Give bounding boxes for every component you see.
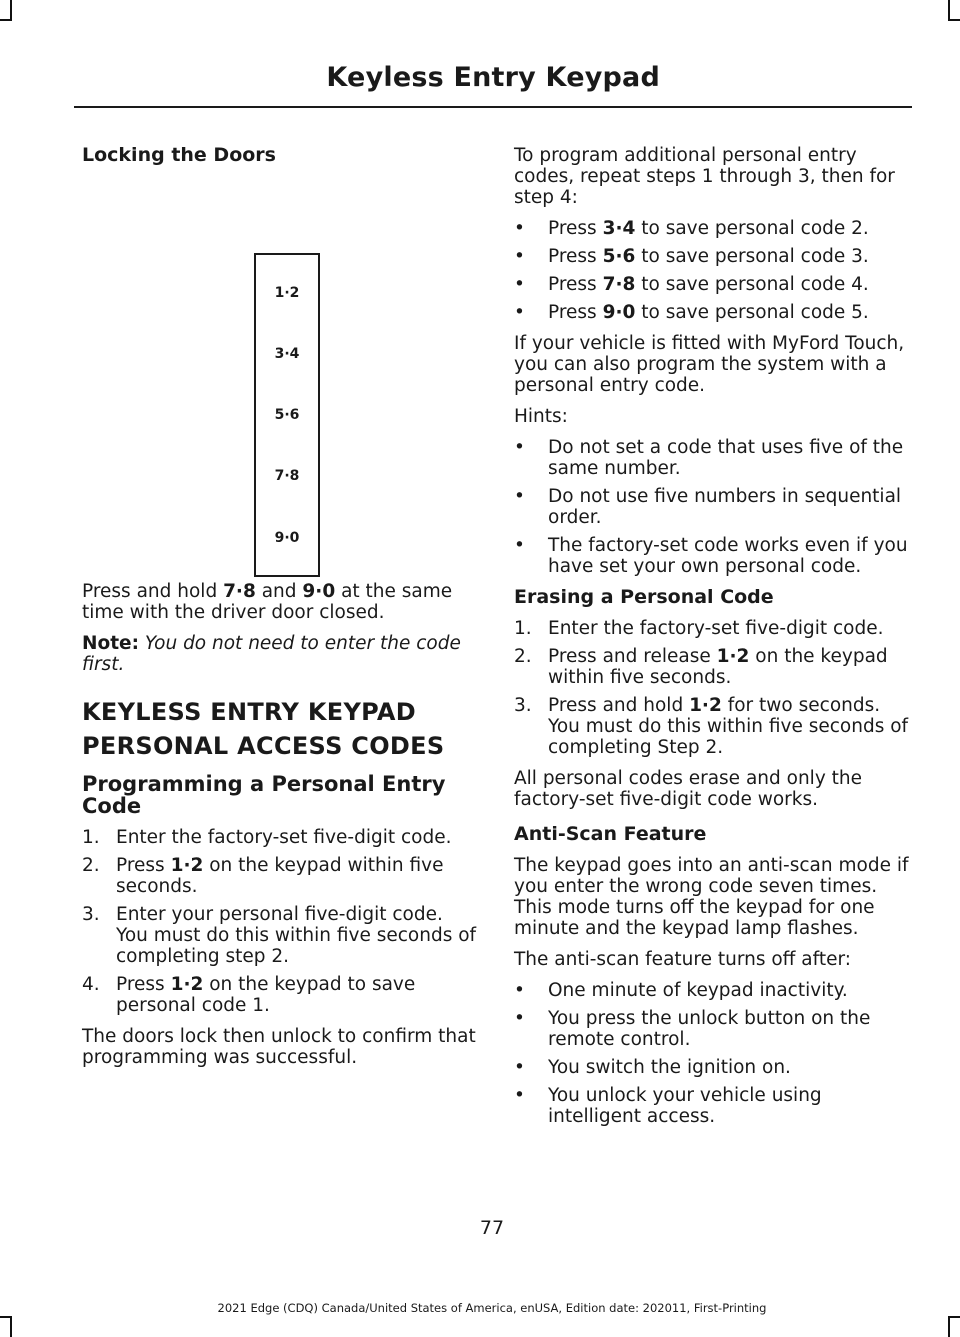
additional-codes-list xyxy=(514,218,909,323)
antiscan-list xyxy=(514,980,909,1127)
list-item: 2. Press 1·2 on the keypad within five seconds. xyxy=(82,855,444,897)
antiscan-heading: Anti-Scan Feature xyxy=(514,823,707,845)
press-hold-paragraph: Press and hold 7·8 and 9·0 at the same time with the driver door closed. xyxy=(82,581,453,623)
list-item: 1. Enter the factory-set five-digit code. xyxy=(82,827,452,848)
right-column xyxy=(514,145,909,1137)
crop-mark xyxy=(0,1316,12,1318)
left-column xyxy=(82,145,477,1078)
erase-steps xyxy=(514,618,909,758)
crop-mark xyxy=(10,1317,12,1337)
page-number: 77 xyxy=(479,1217,505,1239)
note-label: Note: xyxy=(82,633,139,654)
antiscan-off-label: The anti-scan feature turns off after: xyxy=(514,949,851,970)
list-item: 1. Enter the factory-set five-digit code. xyxy=(514,618,884,639)
crop-mark xyxy=(10,0,12,20)
note-paragraph xyxy=(82,633,477,675)
crop-mark xyxy=(948,1317,950,1337)
list-item: • You switch the ignition on. xyxy=(514,1057,791,1078)
erasing-heading: Erasing a Personal Code xyxy=(514,586,774,608)
list-item: • You unlock your vehicle using intelligent access. xyxy=(514,1085,822,1127)
antiscan-paragraph: The keypad goes into an anti-scan mode if you enter the wrong code seven times. This mode turns off the keypad for one minute and the keypad lamp flashes. xyxy=(514,855,909,939)
list-item: • One minute of keypad inactivity. xyxy=(514,980,848,1001)
crop-mark xyxy=(948,0,950,20)
keypad-key-1-2: 1·2 xyxy=(274,285,300,301)
locking-heading: Locking the Doors xyxy=(82,144,276,166)
list-item: • Press 7·8 to save personal code 4. xyxy=(514,274,869,295)
hints-list xyxy=(514,437,909,577)
section-title-line-1: KEYLESS ENTRY KEYPAD xyxy=(82,698,416,726)
list-item: 3. Press and hold 1·2 for two seconds. You must do this within five seconds of completing Step 2. xyxy=(514,695,909,758)
list-item: • Press 9·0 to save personal code 5. xyxy=(514,302,869,323)
keypad-illustration xyxy=(254,253,320,577)
page-header-title: Keyless Entry Keypad xyxy=(326,62,660,93)
keypad-figure xyxy=(82,176,477,581)
additional-paragraph: To program additional personal entry codes, repeat steps 1 through 3, then for step 4: xyxy=(514,145,895,208)
header-rule xyxy=(74,106,912,108)
crop-mark xyxy=(948,19,960,21)
list-item: 2. Press and release 1·2 on the keypad within five seconds. xyxy=(514,646,888,688)
list-item: 4. Press 1·2 on the keypad to save personal code 1. xyxy=(82,974,416,1016)
keypad-key-9-0: 9·0 xyxy=(274,530,300,546)
list-item: • Press 3·4 to save personal code 2. xyxy=(514,218,869,239)
list-item: • The factory-set code works even if you have set your own personal code. xyxy=(514,535,908,577)
list-item: 3. Enter your personal five-digit code. You must do this within five seconds of completing step 2. xyxy=(82,904,477,967)
programming-heading: Programming a Personal Entry Code xyxy=(82,772,446,818)
crop-mark xyxy=(948,1316,960,1318)
edition-footer: 2021 Edge (CDQ) Canada/United States of America, enUSA, Edition date: 202011, First-Printing xyxy=(217,1301,767,1315)
note-text: You do not need to enter the code first. xyxy=(82,633,461,675)
list-item: • Do not set a code that uses five of the same number. xyxy=(514,437,904,479)
keypad-key-5-6: 5·6 xyxy=(274,407,300,423)
programming-steps xyxy=(82,827,477,1016)
erase-result-paragraph: All personal codes erase and only the factory-set five-digit code works. xyxy=(514,768,863,810)
list-item: • Press 5·6 to save personal code 3. xyxy=(514,246,869,267)
keypad-key-7-8: 7·8 xyxy=(274,468,300,484)
crop-mark xyxy=(0,19,12,21)
section-title-line-2: PERSONAL ACCESS CODES xyxy=(82,732,445,760)
myford-paragraph: If your vehicle is fitted with MyFord Touch, you can also program the system with a personal entry code. xyxy=(514,333,905,396)
hints-label: Hints: xyxy=(514,406,568,427)
keypad-key-3-4: 3·4 xyxy=(274,346,300,362)
list-item: • You press the unlock button on the remote control. xyxy=(514,1008,871,1050)
list-item: • Do not use five numbers in sequential order. xyxy=(514,486,902,528)
confirm-paragraph: The doors lock then unlock to confirm that programming was successful. xyxy=(82,1026,476,1068)
